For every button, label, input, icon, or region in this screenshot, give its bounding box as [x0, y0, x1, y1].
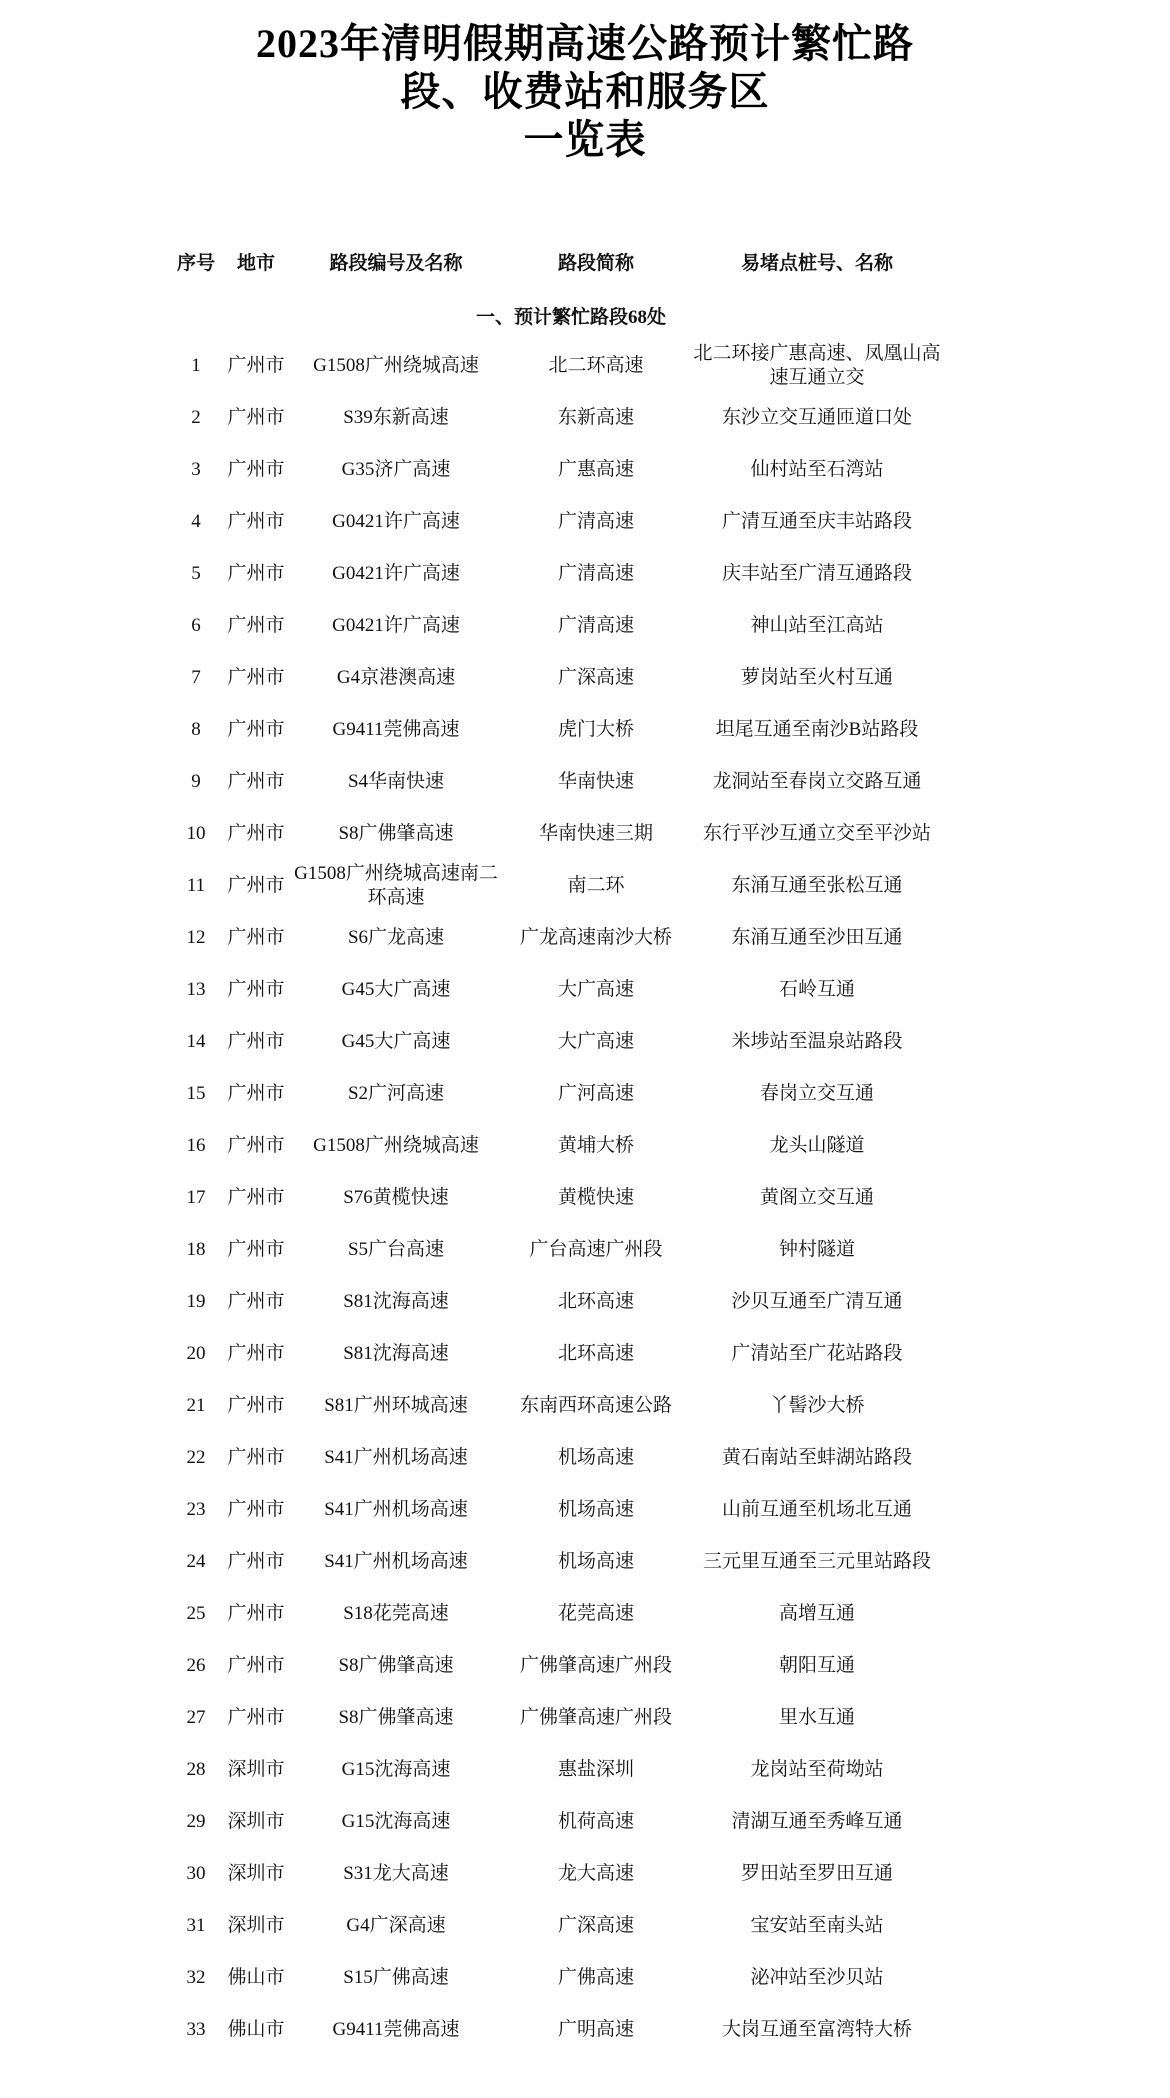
cell-congestion-point: 大岗互通至富湾特大桥 [721, 2019, 912, 2040]
table-row [166, 1120, 948, 1172]
cell-road-code-name: S76黄榄快速 [343, 1187, 449, 1208]
table-row [166, 652, 948, 704]
cell-road-short-name: 大广高速 [557, 1031, 634, 1052]
table-row [166, 1328, 948, 1380]
table-row [166, 964, 948, 1016]
cell-road-code-name: S8广佛肇高速 [338, 1655, 454, 1676]
cell-city: 广州市 [227, 1551, 285, 1572]
busy-sections-table [166, 252, 948, 2056]
cell-road-code-name: S18花莞高速 [343, 1603, 449, 1624]
cell-city: 广州市 [227, 1031, 285, 1052]
cell-city: 广州市 [227, 1291, 285, 1312]
table-row [166, 1484, 948, 1536]
table-row [166, 1692, 948, 1744]
cell-congestion-point: 春岗立交互通 [759, 1083, 874, 1104]
page-title-line-3: 一览表 [523, 117, 647, 162]
cell-city: 广州市 [227, 459, 285, 480]
cell-congestion-point: 神山站至江高站 [750, 615, 884, 636]
cell-road-code-name: S5广台高速 [347, 1239, 445, 1260]
cell-road-short-name: 南二环 [567, 875, 625, 896]
cell-road-code-name: G1508广州绕城高速 [313, 355, 479, 376]
cell-road-short-name: 广惠高速 [557, 459, 634, 480]
cell-road-short-name: 广深高速 [557, 1915, 634, 1936]
table-row [166, 1952, 948, 2004]
cell-congestion-point: 黄阁立交互通 [759, 1187, 874, 1208]
cell-road-code-name: G15沈海高速 [341, 1759, 451, 1780]
table-row [166, 756, 948, 808]
cell-index: 18 [186, 1239, 206, 1260]
cell-city: 广州市 [227, 1707, 285, 1728]
table-row [166, 1380, 948, 1432]
table-row [166, 496, 948, 548]
cell-index: 33 [186, 2019, 206, 2040]
cell-road-short-name: 广清高速 [557, 615, 634, 636]
cell-index: 1 [191, 355, 201, 376]
cell-road-code-name: G45大广高速 [341, 1031, 451, 1052]
cell-congestion-point: 龙岗站至荷坳站 [750, 1759, 884, 1780]
cell-index: 22 [186, 1447, 206, 1468]
cell-road-short-name: 北二环高速 [548, 355, 644, 376]
cell-road-short-name: 龙大高速 [557, 1863, 634, 1884]
table-row [166, 704, 948, 756]
table-body [166, 340, 948, 2056]
cell-index: 20 [186, 1343, 206, 1364]
cell-index: 12 [186, 927, 206, 948]
table-row [166, 860, 948, 912]
cell-road-code-name: G1508广州绕城高速 [313, 1135, 479, 1156]
cell-congestion-point: 东涌互通至张松互通 [731, 875, 903, 896]
cell-city: 广州市 [227, 979, 285, 1000]
cell-congestion-point: 龙头山隧道 [769, 1135, 865, 1156]
table-row [166, 444, 948, 496]
column-header-road-name: 路段编号及名称 [329, 253, 463, 274]
cell-road-code-name: S81沈海高速 [343, 1343, 449, 1364]
cell-city: 广州市 [227, 1603, 285, 1624]
cell-road-code-name: G0421许广高速 [332, 615, 460, 636]
cell-city: 佛山市 [227, 1967, 285, 1988]
cell-road-short-name: 广佛高速 [557, 1967, 634, 1988]
cell-index: 23 [186, 1499, 206, 1520]
cell-road-short-name: 东南西环高速公路 [519, 1395, 672, 1416]
cell-city: 广州市 [227, 1135, 285, 1156]
page-title [0, 0, 1170, 164]
cell-index: 5 [191, 563, 201, 584]
table-row [166, 1432, 948, 1484]
cell-index: 17 [186, 1187, 206, 1208]
cell-congestion-point: 萝岗站至火村互通 [740, 667, 893, 688]
cell-index: 3 [191, 459, 201, 480]
table-row [166, 600, 948, 652]
cell-road-short-name: 机场高速 [557, 1499, 634, 1520]
cell-congestion-point: 钟村隧道 [778, 1239, 855, 1260]
table-row [166, 548, 948, 600]
cell-congestion-point: 东沙立交互通匝道口处 [721, 407, 912, 428]
cell-congestion-point: 里水互通 [778, 1707, 855, 1728]
cell-road-short-name: 花莞高速 [557, 1603, 634, 1624]
cell-congestion-point: 朝阳互通 [778, 1655, 855, 1676]
cell-road-code-name: S41广州机场高速 [324, 1499, 468, 1520]
cell-congestion-point: 庆丰站至广清互通路段 [721, 563, 912, 584]
cell-road-short-name: 机荷高速 [557, 1811, 634, 1832]
cell-index: 7 [191, 667, 201, 688]
cell-index: 31 [186, 1915, 206, 1936]
section-header: 一、预计繁忙路段68处 [475, 307, 666, 328]
page-title-line-2: 段、收费站和服务区 [400, 69, 770, 114]
cell-city: 深圳市 [227, 1759, 285, 1780]
cell-road-code-name: G45大广高速 [341, 979, 451, 1000]
cell-index: 19 [186, 1291, 206, 1312]
cell-road-code-name: S2广河高速 [347, 1083, 445, 1104]
cell-index: 4 [191, 511, 201, 532]
cell-road-code-name: S81沈海高速 [343, 1291, 449, 1312]
cell-city: 广州市 [227, 1655, 285, 1676]
cell-road-short-name: 广清高速 [557, 511, 634, 532]
cell-index: 13 [186, 979, 206, 1000]
cell-road-short-name: 广龙高速南沙大桥 [519, 927, 672, 948]
table-row [166, 1640, 948, 1692]
cell-index: 32 [186, 1967, 206, 1988]
cell-index: 15 [186, 1083, 206, 1104]
cell-city: 广州市 [227, 927, 285, 948]
cell-city: 广州市 [227, 771, 285, 792]
table-row [166, 1224, 948, 1276]
cell-congestion-point: 广清站至广花站路段 [731, 1343, 903, 1364]
cell-index: 9 [191, 771, 201, 792]
column-header-short-name: 路段简称 [557, 253, 634, 274]
page-title-line-1: 2023年清明假期高速公路预计繁忙路 [256, 21, 914, 66]
cell-road-code-name: S15广佛高速 [343, 1967, 449, 1988]
cell-city: 广州市 [227, 719, 285, 740]
cell-road-code-name: G0421许广高速 [332, 511, 460, 532]
cell-road-short-name: 机场高速 [557, 1551, 634, 1572]
column-header-city: 地市 [236, 253, 275, 274]
table-row [166, 808, 948, 860]
cell-road-short-name: 大广高速 [557, 979, 634, 1000]
table-row [166, 1068, 948, 1120]
table-row [166, 1848, 948, 1900]
column-header-index: 序号 [176, 253, 215, 274]
cell-city: 广州市 [227, 1187, 285, 1208]
cell-city: 广州市 [227, 407, 285, 428]
table-row [166, 1588, 948, 1640]
cell-congestion-point: 东涌互通至沙田互通 [731, 927, 903, 948]
cell-road-code-name: G9411莞佛高速 [332, 2019, 460, 2040]
cell-road-short-name: 广明高速 [557, 2019, 634, 2040]
cell-index: 25 [186, 1603, 206, 1624]
table-row [166, 1172, 948, 1224]
cell-city: 广州市 [227, 1083, 285, 1104]
table-row [166, 912, 948, 964]
cell-road-short-name: 广河高速 [557, 1083, 634, 1104]
cell-road-code-name: G1508广州绕城高速南二环高速 [294, 863, 498, 908]
cell-road-short-name: 北环高速 [557, 1291, 634, 1312]
cell-index: 6 [191, 615, 201, 636]
cell-city: 广州市 [227, 563, 285, 584]
cell-congestion-point: 宝安站至南头站 [750, 1915, 884, 1936]
table-row [166, 1744, 948, 1796]
cell-road-short-name: 华南快速三期 [538, 823, 653, 844]
cell-congestion-point: 北二环接广惠高速、凤凰山高速互通立交 [693, 343, 941, 388]
table-row [166, 392, 948, 444]
cell-road-code-name: G9411莞佛高速 [332, 719, 460, 740]
cell-road-short-name: 惠盐深圳 [557, 1759, 634, 1780]
cell-congestion-point: 高增互通 [778, 1603, 855, 1624]
table-row [166, 1536, 948, 1588]
cell-city: 广州市 [227, 667, 285, 688]
cell-index: 10 [186, 823, 206, 844]
cell-city: 广州市 [227, 1447, 285, 1468]
cell-road-short-name: 黄埔大桥 [557, 1135, 634, 1156]
cell-road-code-name: G35济广高速 [341, 459, 451, 480]
cell-congestion-point: 丫髻沙大桥 [769, 1395, 865, 1416]
cell-city: 广州市 [227, 875, 285, 896]
cell-congestion-point: 坦尾互通至南沙B站路段 [715, 719, 919, 740]
cell-city: 广州市 [227, 355, 285, 376]
cell-city: 广州市 [227, 1343, 285, 1364]
table-row [166, 1016, 948, 1068]
table-row [166, 1276, 948, 1328]
cell-road-short-name: 广深高速 [557, 667, 634, 688]
cell-road-short-name: 华南快速 [557, 771, 634, 792]
cell-index: 26 [186, 1655, 206, 1676]
cell-city: 广州市 [227, 823, 285, 844]
cell-road-short-name: 北环高速 [557, 1343, 634, 1364]
cell-city: 广州市 [227, 1395, 285, 1416]
cell-city: 广州市 [227, 1239, 285, 1260]
cell-congestion-point: 罗田站至罗田互通 [740, 1863, 893, 1884]
cell-road-short-name: 广清高速 [557, 563, 634, 584]
cell-congestion-point: 三元里互通至三元里站路段 [702, 1551, 931, 1572]
cell-congestion-point: 清湖互通至秀峰互通 [731, 1811, 903, 1832]
cell-road-code-name: S4华南快速 [347, 771, 445, 792]
cell-index: 30 [186, 1863, 206, 1884]
cell-index: 24 [186, 1551, 206, 1572]
cell-city: 深圳市 [227, 1915, 285, 1936]
table-row [166, 340, 948, 392]
cell-road-code-name: S31龙大高速 [343, 1863, 449, 1884]
cell-index: 2 [191, 407, 201, 428]
cell-city: 深圳市 [227, 1863, 285, 1884]
cell-congestion-point: 石岭互通 [778, 979, 855, 1000]
cell-congestion-point: 泌冲站至沙贝站 [750, 1967, 884, 1988]
cell-index: 29 [186, 1811, 206, 1832]
cell-city: 深圳市 [227, 1811, 285, 1832]
cell-road-short-name: 黄榄快速 [557, 1187, 634, 1208]
cell-index: 8 [191, 719, 201, 740]
cell-road-short-name: 东新高速 [557, 407, 634, 428]
cell-road-short-name: 广台高速广州段 [529, 1239, 663, 1260]
table-row [166, 2004, 948, 2056]
cell-congestion-point: 沙贝互通至广清互通 [731, 1291, 903, 1312]
cell-congestion-point: 龙洞站至春岗立交路互通 [712, 771, 922, 792]
cell-road-code-name: G4京港澳高速 [336, 667, 456, 688]
cell-congestion-point: 东行平沙互通立交至平沙站 [702, 823, 931, 844]
table-row [166, 1796, 948, 1848]
cell-road-code-name: S8广佛肇高速 [338, 823, 454, 844]
cell-index: 21 [186, 1395, 206, 1416]
table-row [166, 1900, 948, 1952]
cell-road-short-name: 广佛肇高速广州段 [519, 1655, 672, 1676]
cell-road-code-name: S41广州机场高速 [324, 1447, 468, 1468]
cell-road-code-name: S39东新高速 [343, 407, 449, 428]
cell-city: 佛山市 [227, 2019, 285, 2040]
cell-city: 广州市 [227, 511, 285, 532]
cell-index: 11 [186, 875, 206, 896]
cell-congestion-point: 仙村站至石湾站 [750, 459, 884, 480]
cell-congestion-point: 广清互通至庆丰站路段 [721, 511, 912, 532]
cell-congestion-point: 山前互通至机场北互通 [721, 1499, 912, 1520]
table-header-row [166, 252, 948, 276]
cell-city: 广州市 [227, 1499, 285, 1520]
cell-road-code-name: G15沈海高速 [341, 1811, 451, 1832]
cell-road-code-name: S6广龙高速 [347, 927, 445, 948]
cell-index: 14 [186, 1031, 206, 1052]
cell-city: 广州市 [227, 615, 285, 636]
cell-road-code-name: S81广州环城高速 [324, 1395, 468, 1416]
cell-road-code-name: S41广州机场高速 [324, 1551, 468, 1572]
cell-congestion-point: 黄石南站至蚌湖站路段 [721, 1447, 912, 1468]
cell-road-code-name: G4广深高速 [346, 1915, 446, 1936]
cell-index: 16 [186, 1135, 206, 1156]
cell-index: 27 [186, 1707, 206, 1728]
cell-road-code-name: S8广佛肇高速 [338, 1707, 454, 1728]
cell-road-short-name: 机场高速 [557, 1447, 634, 1468]
cell-congestion-point: 米埗站至温泉站路段 [731, 1031, 903, 1052]
cell-road-code-name: G0421许广高速 [332, 563, 460, 584]
cell-road-short-name: 广佛肇高速广州段 [519, 1707, 672, 1728]
column-header-congestion: 易堵点桩号、名称 [740, 253, 893, 274]
cell-index: 28 [186, 1759, 206, 1780]
cell-road-short-name: 虎门大桥 [557, 719, 634, 740]
